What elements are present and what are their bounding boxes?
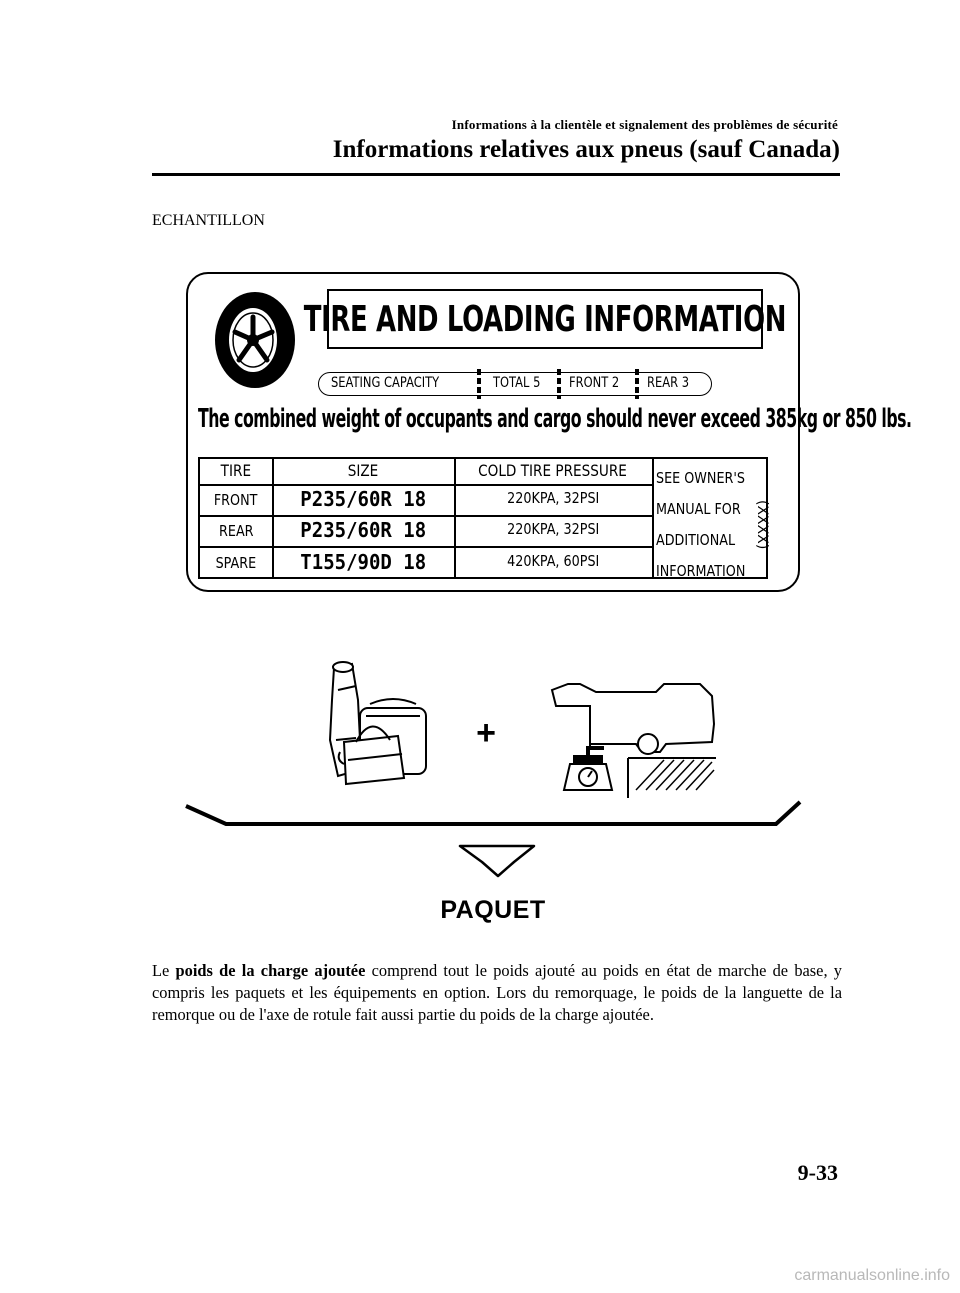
- row-spare-pressure: 420KPA, 60PSI: [506, 552, 600, 570]
- plus-sign: +: [476, 714, 496, 752]
- watermark: carmanualsonline.info: [794, 1267, 950, 1284]
- placard-title: TIRE AND LOADING INFORMATION: [303, 298, 787, 340]
- section-header: Informations à la clientèle et signalement des problèmes de sécurité: [451, 117, 838, 132]
- seating-capacity-label: SEATING CAPACITY: [331, 375, 440, 391]
- row-spare-tire: SPARE: [215, 554, 257, 572]
- page-title: Informations relatives aux pneus (sauf Canada): [332, 136, 840, 163]
- paquet-label: PAQUET: [440, 896, 546, 924]
- body-bold-term: poids de la charge ajoutée: [175, 961, 366, 980]
- sample-label: ECHANTILLON: [152, 212, 265, 229]
- page-number: 9-33: [797, 1160, 838, 1185]
- row-front-pressure: 220KPA, 32PSI: [506, 489, 600, 507]
- header-tire: TIRE: [220, 461, 252, 480]
- owners-manual-note: SEE OWNER'S MANUAL FOR ADDITIONAL INFORMATION: [656, 469, 746, 580]
- seating-front: FRONT 2: [569, 375, 620, 391]
- row-rear-size: P235/60R 18: [300, 518, 426, 542]
- row-rear-tire: REAR: [218, 522, 254, 540]
- row-front-size: P235/60R 18: [300, 487, 426, 511]
- row-front-tire: FRONT: [214, 491, 258, 509]
- placard-code: (XXXX): [754, 500, 770, 550]
- body-paragraph: Le poids de la charge ajoutée comprend tout le poids ajouté au poids en état de marche de base, y compris les paquets et les équipements en option. Lors du remorquage, le poids de la languette de la remorque ou de l'axe de rotule fait aussi partie du poids de la charge ajoutée.: [152, 961, 842, 1024]
- row-rear-pressure: 220KPA, 32PSI: [506, 520, 600, 538]
- weight-warning: The combined weight of occupants and cargo should never exceed 385kg or 850 lbs.: [198, 404, 912, 434]
- grouping-bracket: [186, 802, 800, 824]
- seating-rear: REAR 3: [647, 375, 690, 391]
- row-spare-size: T155/90D 18: [300, 550, 426, 574]
- down-arrow-icon: [460, 846, 534, 876]
- header-size: SIZE: [347, 461, 379, 480]
- trailer-icon: [552, 684, 714, 754]
- header-pressure: COLD TIRE PRESSURE: [478, 461, 628, 480]
- ground-hatching: [628, 758, 716, 798]
- tongue-weight-scale-icon: [564, 746, 612, 790]
- seating-total: TOTAL 5: [493, 375, 541, 391]
